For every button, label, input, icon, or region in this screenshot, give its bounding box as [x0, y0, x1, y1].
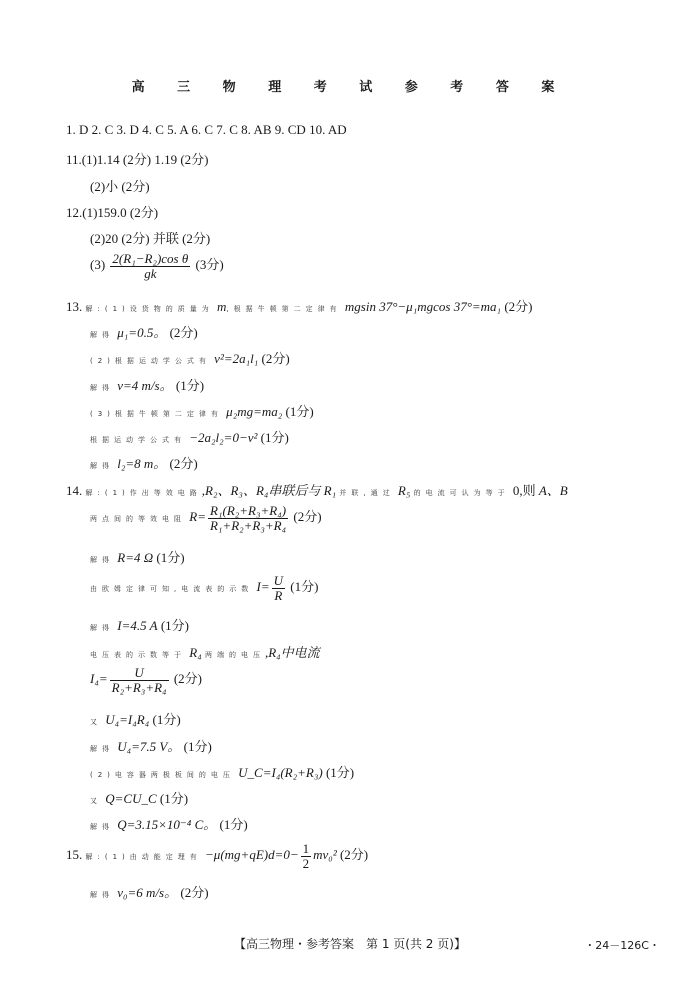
answer-line-14-2: [90, 504, 322, 532]
small-text: 解得: [90, 462, 114, 470]
small-text: 解:(1)作出等效电路: [85, 489, 202, 497]
score-text: (2分): [339, 847, 369, 863]
formula: ,R₄中电流: [264, 645, 320, 660]
formula: ,R₂、R₃、R₄串联后与: [201, 483, 321, 498]
score-text: (1分): [183, 739, 212, 754]
answer-line-14-6: [90, 642, 320, 661]
score-text: (2分): [173, 671, 202, 687]
small-text: 的电流可认为等于: [413, 489, 510, 497]
small-text: 解得: [90, 891, 114, 899]
question-number: 14.: [66, 483, 83, 498]
small-text: 解:(1)由动能定理有: [85, 853, 202, 862]
fraction: [110, 252, 190, 280]
formula: U_C=I₄(R₂+R₃): [238, 765, 323, 780]
formula: v=4 m/s。: [117, 378, 173, 393]
formula: m: [217, 299, 227, 314]
small-text: 又: [90, 797, 102, 805]
formula: Q=CU_C: [105, 791, 157, 806]
question-number: 13.: [66, 299, 83, 314]
fraction-numerator: 1: [302, 841, 310, 856]
formula: R=4 Ω: [117, 550, 154, 565]
score-text: (1分): [290, 579, 319, 595]
fraction: [272, 574, 285, 602]
score-text: (1分): [325, 765, 355, 780]
fraction-numerator: U: [110, 666, 169, 681]
answer-line-14-8: [90, 709, 181, 728]
score-text: (1分): [156, 550, 185, 565]
answer-line-12-2: (2)20 (2分) 并联 (2分): [90, 231, 211, 246]
formula: μ₁=0.5。: [117, 325, 167, 340]
answer-line-13-2: [90, 322, 198, 341]
score-text: (2分): [169, 456, 198, 471]
formula: U₄=I₄R₄: [105, 712, 150, 727]
answer-line-14-4: [90, 574, 318, 602]
small-text: 解:(1)设货物的质量为: [85, 305, 214, 313]
answer-line-14-7: [90, 666, 202, 694]
formula: R₁: [323, 483, 337, 498]
answer-line-12-3: [90, 252, 224, 280]
small-text: 又: [90, 718, 102, 726]
formula: μ₂mg=ma₂: [226, 404, 283, 419]
small-text: 解得: [90, 556, 114, 564]
fraction: [208, 504, 288, 532]
page-title: 高 三 物 理 考 试 参 考 答 案: [131, 80, 569, 95]
formula: l₂=8 m。: [117, 456, 167, 471]
formula: R₄: [189, 645, 202, 660]
score-text: (1分): [175, 378, 205, 393]
answer-line-14-5: [90, 615, 189, 634]
formula: Q=3.15×10⁻⁴ C。: [117, 817, 217, 832]
fraction-numerator: U: [273, 573, 283, 588]
page-footer: 【高三物理・参考答案 第 1 页(共 2 页)】: [234, 937, 466, 951]
answer-line-14-11: [90, 788, 188, 807]
small-text: 两端的电压: [204, 651, 265, 659]
answer-line-13-7: [90, 453, 198, 472]
answer-line-choice: 1. D 2. C 3. D 4. C 5. A 6. C 7. C 8. AB 9. CD 10. AD: [66, 122, 347, 137]
small-text: 解得: [90, 624, 114, 632]
score-text: (1分): [159, 791, 189, 806]
score-text: (2分): [180, 885, 209, 900]
formula: U₄=7.5 V。: [117, 739, 181, 754]
small-text: (3)根据牛顿第二定律有: [90, 410, 223, 418]
question-number: 15.: [66, 847, 83, 863]
formula: −μ(mg+qE)d=0−: [205, 847, 299, 863]
fraction-numerator: 2(R₁−R₂)cos θ: [112, 251, 189, 266]
formula: v₀=6 m/s。: [117, 885, 178, 900]
small-text: (2)根据运动学公式有: [90, 357, 211, 365]
formula: R=: [189, 509, 206, 525]
formula: −2a₂l₂=0−v²: [189, 430, 258, 445]
small-text: 由欧姆定律可知,电流表的示数: [90, 585, 254, 594]
score-text: (1分): [285, 404, 314, 419]
fraction-denominator: R₁+R₂+R₃+R₄: [209, 517, 287, 533]
answer-line-13-5: [90, 401, 314, 420]
small-text: 解得: [90, 745, 114, 753]
small-text: 电压表的示数等于: [90, 651, 186, 659]
answer-line-15-1: [66, 842, 368, 870]
answer-line-14-3: [90, 547, 185, 566]
score-text: (1分): [260, 430, 289, 445]
score-text: (1分): [152, 712, 181, 727]
small-text: 解得: [90, 331, 114, 339]
answer-line-11-2: (2)小 (2分): [90, 179, 150, 194]
fraction: [110, 666, 169, 694]
fraction-denominator: R: [274, 587, 283, 603]
answer-line-14-12: [90, 814, 248, 833]
score-text: (2分): [293, 509, 322, 525]
formula: A、B: [538, 483, 568, 498]
score-text: (1分): [160, 618, 189, 633]
small-text: 解得: [90, 823, 114, 831]
formula: v²=2a₁l₁: [214, 351, 259, 366]
formula: 0,则: [512, 483, 536, 498]
answer-line-14-1: [66, 480, 568, 499]
score-text: (2分): [504, 299, 533, 314]
answer-line-13-4: [90, 375, 204, 394]
fraction-denominator: gk: [144, 265, 157, 281]
answer-line-15-2: [90, 882, 209, 901]
score-text: (1分): [219, 817, 248, 832]
answer-line-14-10: [90, 762, 354, 781]
score-text: (3分): [195, 257, 224, 273]
formula: mgsin 37°−μ₁mgcos 37°=ma₁: [344, 299, 502, 314]
score-text: (2分): [169, 325, 198, 340]
answer-line-13-1: [66, 296, 533, 315]
formula: I₄=: [90, 671, 108, 687]
small-text: 两点间的等效电阻: [90, 515, 186, 524]
small-text: (2)电容器两极板间的电压: [90, 771, 235, 779]
text-part: (3): [90, 257, 106, 273]
small-text: ,根据牛顿第二定律有: [226, 305, 342, 313]
formula: I=4.5 A: [117, 618, 158, 633]
formula: I=: [256, 579, 270, 595]
answer-line-11-1: 11.(1)1.14 (2分) 1.19 (2分): [66, 152, 209, 167]
answer-line-13-3: [90, 348, 290, 367]
formula: R₅: [397, 483, 411, 498]
fraction: [301, 842, 312, 870]
answer-line-14-9: [90, 736, 212, 755]
formula: mv₀²: [313, 847, 337, 863]
score-text: (2分): [261, 351, 290, 366]
answer-line-12-1: 12.(1)159.0 (2分): [66, 205, 159, 220]
answer-line-13-6: [90, 427, 289, 446]
small-text: 并联,通过: [339, 489, 395, 497]
small-text: 根据运动学公式有: [90, 436, 186, 444]
fraction-denominator: R₂+R₃+R₄: [111, 679, 167, 695]
fraction-numerator: R₁(R₂+R₃+R₄): [208, 504, 288, 519]
document-code: ・24－126C・: [584, 939, 660, 952]
fraction-denominator: 2: [302, 855, 310, 871]
small-text: 解得: [90, 384, 114, 392]
